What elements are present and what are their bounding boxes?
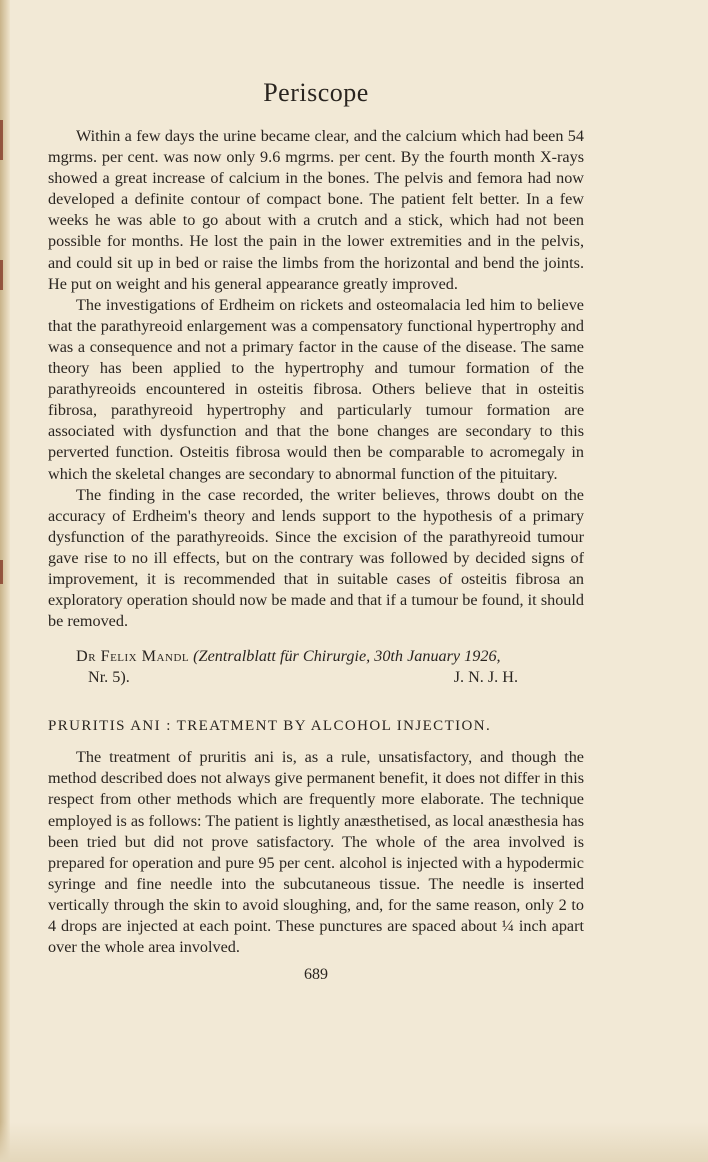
citation-author: Dr Felix Mandl <box>76 647 190 666</box>
page-bottom-shadow <box>0 1122 708 1162</box>
page-edge <box>0 0 10 1162</box>
section-title: PRURITIS ANI : TREATMENT BY ALCOHOL INJECTION. <box>48 718 492 735</box>
citation-number: Nr. 5). <box>88 668 130 687</box>
paragraph: The finding in the case recorded, the writer believes, throws doubt on the accuracy of Erdheim's theory and lends support to the hypothesis of a primary dysfunction of the parathyreoids. Since the excision of the parathyreoid tumour gave rise to no ill effects, but on the contrary was followed by decided signs of improvement, it is recommended that in suitable cases of osteitis fibrosa an exploratory operation should now be made and that if a tumour be found, it should be removed. <box>48 485 584 631</box>
running-head: Periscope <box>263 78 369 107</box>
document-page <box>48 78 584 984</box>
paragraph: The treatment of pruritis ani is, as a rule, unsatisfactory, and though the method described does not always give permanent benefit, it does not differ in this respect from other methods which are frequently more elaborate. The technique employed is as follows: The patient is lightly anæsthetised, as local anæsthesia has been tried but did not prove satisfactory. The whole of the area involved is prepared for operation and pure 95 per cent. alcohol is injected with a hypodermic syringe and fine needle into the subcutaneous tissue. The needle is inserted vertically through the skin to avoid sloughing, and, for the same reason, only 2 to 4 drops are injected at each point. These punctures are spaced about ¼ inch apart over the whole area involved. <box>48 748 584 957</box>
edge-mark <box>0 120 3 160</box>
citation <box>48 646 584 688</box>
edge-mark <box>0 560 3 584</box>
paragraph: Within a few days the urine became clear, and the calcium which had been 54 mgrms. per cent. was now only 9.6 mgrms. per cent. By the fourth month X-rays showed a great increase of calcium in the bones. The pelvis and femora had now developed a definite contour of compact bone. The patient felt better. In a few weeks he was able to go about with a crutch and a stick, which had not been possible for months. He lost the pain in the lower extremities and in the pelvis, and could sit up in bed or raise the limbs from the horizontal and bend the joints. He put on weight and his general appearance greatly improved. <box>48 127 584 293</box>
paragraph: The investigations of Erdheim on rickets and osteomalacia led him to believe that the parathyreoid enlargement was a compensatory functional hypertrophy and was a consequence and not a primary factor in the cause of the disease. The same theory has been applied to the hypertrophy and tumour formation of the parathyreoids encountered in osteitis fibrosa. Others believe that in osteitis fibrosa, parathyreoid hypertrophy and particularly tumour formation are associated with dysfunction and that the bone changes are secondary to this perverted function. Osteitis fibrosa would then be comparable to acromegaly in which the skeletal changes are secondary to abnormal function of the pituitary. <box>48 295 584 483</box>
edge-mark <box>0 260 3 290</box>
page-number: 689 <box>304 966 328 984</box>
citation-initials: J. N. J. H. <box>453 668 518 687</box>
citation-journal: (Zentralblatt für Chirurgie, 30th January 1926, <box>193 647 501 666</box>
